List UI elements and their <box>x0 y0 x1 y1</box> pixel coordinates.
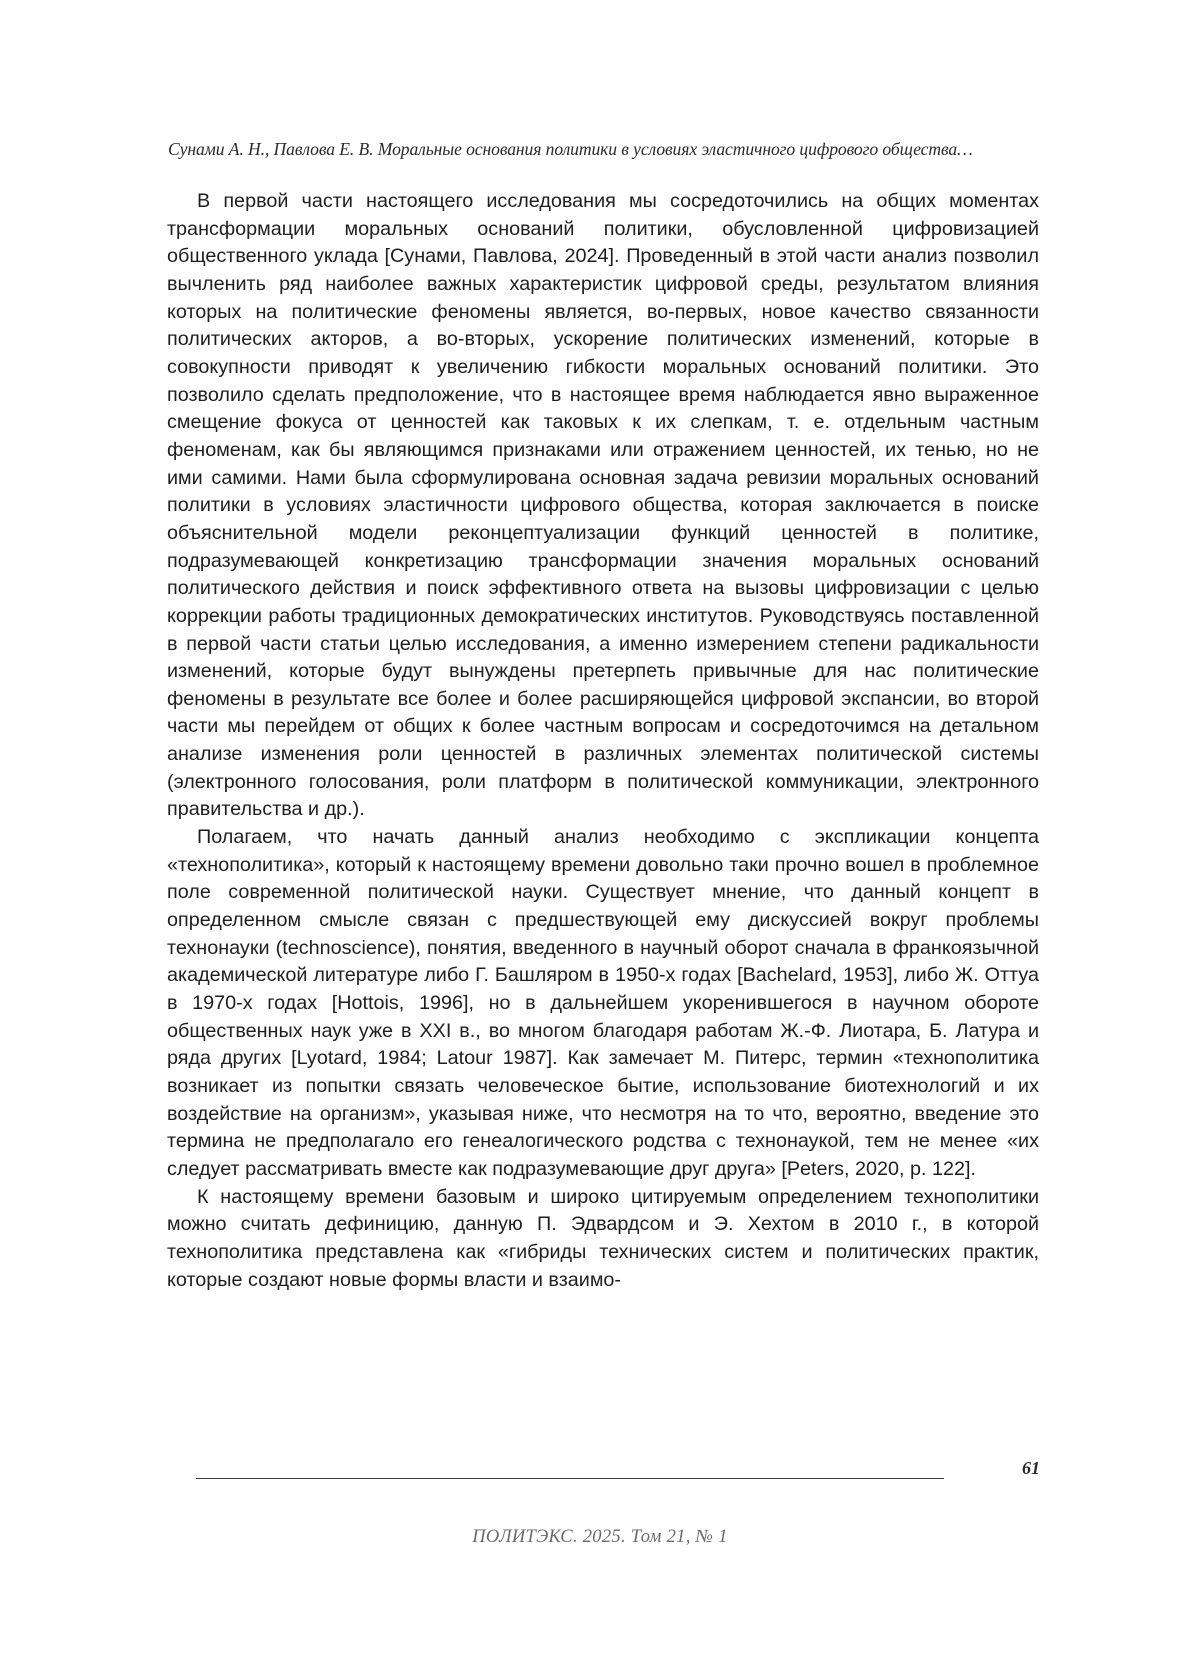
footer-rule <box>196 1478 944 1479</box>
page-number: 61 <box>1022 1458 1040 1478</box>
paragraph-2: Полагаем, что начать данный анализ необходимо с экспликации концепта «технополитика», который к настоящему времени довольно таки прочно вошел в проблемное поле современной политической науки. Существует мнение, что данный концепт в определенном смысле связан с предшествующей ему дискуссией вокруг проблемы технонауки (technoscience), понятия, введенного в научный оборот сначала в франкоязычной академической литературе либо Г. Башляром в 1950-х годах [Bachelard, 1953], либо Ж. Оттуа в 1970-х годах [Hottois, 1996], но в дальнейшем укоренившегося в научном обороте общественных наук уже в XXI в., во многом благодаря работам Ж.-Ф. Лиотара, Б. Латура и ряда других [Lyotard, 1984; Latour 1987]. Как замечает М. Питерс, термин «технополитика возникает из попытки связать человеческое бытие, использование биотехнологий и их воздействие на организм», указывая ниже, что несмотря на то что, вероятно, введение это термина не предполагало его генеалогического родства с технонаукой, тем не менее «их следует рассматривать вместе как подразумевающие друг друга» [Peters, 2020, p. 122]. <box>167 826 1039 1180</box>
paragraph-1: В первой части настоящего исследования мы сосредоточились на общих моментах трансформации моральных оснований политики, обусловленной цифровизацией общественного уклада [Сунами, Павлова, 2024]. Проведенный в этой части анализ позволил вычленить ряд наиболее важных характеристик цифровой среды, результатом влияния которых на политические феномены является, во-первых, новое качество связанности политических акторов, а во-вторых, ускорение политических изменений, которые в совокупности приводят к увеличению гибкости моральных оснований политики. Это позволило сделать предположение, что в настоящее время наблюдается явно выраженное смещение фокуса от ценностей как таковых к их слепкам, т. е. отдельным частным феноменам, как бы являющимся признаками или отражением ценностей, их тенью, но не ими самими. Нами была сформулирована основная задача ревизии моральных оснований политики в условиях эластичности цифрового общества, которая заключается в поиске объяснительной модели реконцептуализации функций ценностей в политике, подразумевающей конкретизацию трансформации значения моральных оснований политического действия и поиск эффективного ответа на вызовы цифровизации с целью коррекции работы традиционных демократических институтов. Руководствуясь поставленной в первой части статьи целью исследования, а именно измерением степени радикальности изменений, которые будут вынуждены претерпеть привычные для нас политические феномены в результате все более и более расширяющейся цифровой экспансии, во второй части мы перейдем от общих к более частным вопросам и сосредоточимся на детальном анализе изменения роли ценностей в различных элементах политической системы (электронного голосования, роли платформ в политической коммуникации, электронного правительства и др.). <box>167 190 1039 821</box>
journal-footer: ПОЛИТЭКС. 2025. Том 21, № 1 <box>472 1527 728 1547</box>
paragraph-3: К настоящему времени базовым и широко цитируемым определением технополитики можно считать дефиницию, данную П. Эдвардсом и Э. Хехтом в 2010 г., в которой технополитика представлена как «гибриды технических систем и политических практик, которые создают новые формы власти и взаимо- <box>167 1185 1039 1291</box>
running-head: Сунами А. Н., Павлова Е. В. Моральные основания политики в условиях эластичного цифрового общества… <box>168 139 973 159</box>
article-body <box>167 188 1039 1294</box>
